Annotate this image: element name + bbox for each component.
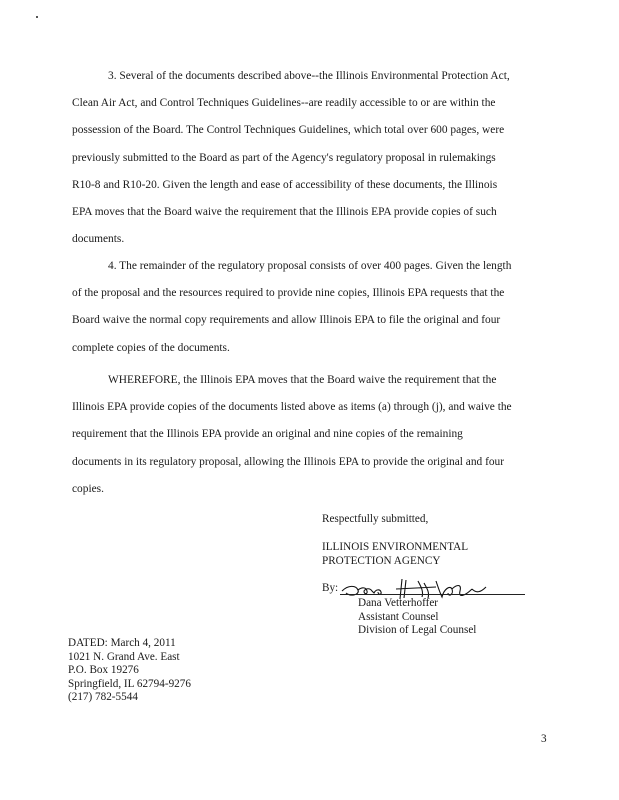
address-line: Springfield, IL 62794-9276 (68, 677, 191, 690)
address-line: P.O. Box 19276 (68, 664, 139, 676)
paragraph-line: 4. The remainder of the regulatory proposal consists of over 400 pages. Given the length (108, 260, 512, 272)
scan-speck (36, 16, 38, 18)
signer-name: Dana Vetterhoffer (358, 597, 439, 609)
paragraph-line: Illinois EPA provide copies of the documents listed above as items (a) through (j), and waive the (72, 401, 512, 414)
paragraph-line: EPA moves that the Board waive the requirement that the Illinois EPA provide copies of such (72, 206, 497, 219)
paragraph-line: Clean Air Act, and Control Techniques Guidelines--are readily accessible to or are within the (72, 97, 496, 110)
wherefore-paragraph (72, 367, 552, 503)
signer-title: Assistant Counsel (358, 610, 439, 623)
by-label: By: (322, 582, 339, 594)
paragraph-line: of the proposal and the resources required to provide nine copies, Illinois EPA requests that the (72, 287, 505, 300)
paragraph-line: possession of the Board. The Control Techniques Guidelines, which total over 600 pages, were (72, 124, 505, 137)
respectfully-submitted: Respectfully submitted, (322, 513, 429, 525)
paragraph-line: R10-8 and R10-20. Given the length and ease of accessibility of these documents, the Illinois (72, 178, 498, 191)
paragraph-line: WHEREFORE, the Illinois EPA moves that the Board waive the requirement that the (108, 374, 497, 386)
signer-division: Division of Legal Counsel (358, 624, 477, 636)
paragraph-line: copies. (72, 482, 104, 495)
paragraph-line: documents in its regulatory proposal, allowing the Illinois EPA to provide the original and four (72, 455, 505, 468)
paragraph-line: documents. (72, 233, 125, 246)
paragraph-line: requirement that the Illinois EPA provide an original and nine copies of the remaining (72, 428, 463, 441)
paragraph-line: 3. Several of the documents described above--the Illinois Environmental Protection Act, (108, 70, 510, 82)
signature-line (340, 594, 525, 595)
paragraph-3 (72, 63, 552, 253)
signer-block (358, 597, 476, 638)
agency-name: ILLINOIS ENVIRONMENTAL PROTECTION AGENCY (322, 541, 469, 567)
paragraph-line: Board waive the normal copy requirements and allow Illinois EPA to file the original and four (72, 314, 501, 327)
paragraph-line: complete copies of the documents. (72, 341, 230, 354)
dated-address-block (68, 637, 191, 705)
dated-line: DATED: March 4, 2011 (68, 637, 176, 649)
address-line: 1021 N. Grand Ave. East (68, 650, 180, 663)
paragraph-4 (72, 253, 552, 362)
paragraph-line: previously submitted to the Board as part of the Agency's regulatory proposal in rulemakings (72, 151, 496, 164)
page-number: 3 (541, 733, 547, 745)
phone-line: (217) 782-5544 (68, 691, 138, 703)
